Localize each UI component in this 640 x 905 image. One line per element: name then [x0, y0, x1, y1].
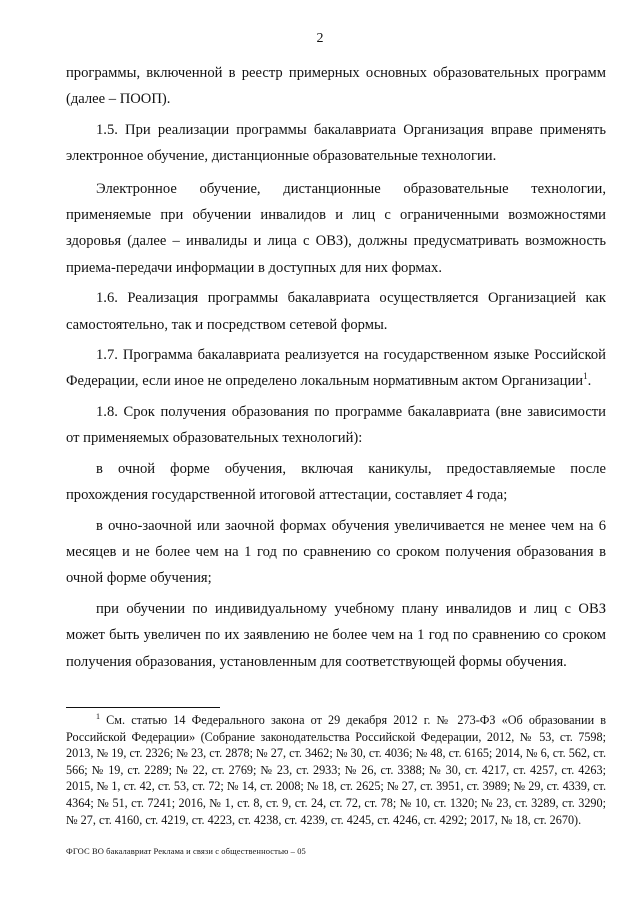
footnote-marker: 1 [96, 711, 100, 721]
paragraph-full-time: в очной форме обучения, включая каникулы, предоставляемые после прохождения государственной итоговой аттестации, составляет 4 года; [66, 460, 606, 504]
paragraph-poop-continuation: программы, включенной в реестр примерных основных образовательных программ (далее – ПООП). [66, 65, 606, 108]
paragraph-part-time: в очно-заочной или заочной формах обучения увеличивается не менее чем на 6 месяцев и не более чем на 1 год по сравнению со сроком получения образования в очной форме обучения; [66, 517, 606, 587]
paragraph-1-6: 1.6. Реализация программы бакалавриата осуществляется Организацией как самостоятельно, так и посредством сетевой формы. [66, 290, 606, 333]
paragraph-elearning-ovz: Электронное обучение, дистанционные образовательные технологии, применяемые при обучении инвалидов и лиц с ограниченными возможностями здоровья (далее – инвалиды и лица с ОВЗ), должны предусматривать возможность приема-передачи информации в доступных для них формах. [66, 180, 606, 276]
page-footer: ФГОС ВО бакалавриат Реклама и связи с общественностью – 05 [66, 846, 306, 856]
footnote [66, 712, 606, 828]
footnote-reference: 1 [583, 371, 588, 382]
paragraph-1-8: 1.8. Срок получения образования по программе бакалавриата (вне зависимости от применяемых образовательных технологий): [66, 403, 606, 447]
footnote-separator [66, 707, 220, 708]
document-body [66, 60, 606, 675]
paragraph-1-7-text: 1.7. Программа бакалавриата реализуется на государственном языке Российской Федерации, если иное не определено локальным нормативным актом Организации [66, 347, 606, 390]
paragraph-individual-plan: при обучении по индивидуальному учебному плану инвалидов и лиц с ОВЗ может быть увеличен по их заявлению не более чем на 1 год по сравнению со сроком получения образования, установленным для соответствующей формы обучения. [66, 600, 606, 670]
paragraph-1-5: 1.5. При реализации программы бакалавриата Организация вправе применять электронное обучение, дистанционные образовательные технологии. [66, 121, 606, 165]
paragraph-1-7 [66, 342, 606, 395]
footnote-text: См. статью 14 Федерального закона от 29 декабря 2012 г. № 273-ФЗ «Об образовании в Российской Федерации» (Собрание законодательства Российской Федерации, 2012, № 53, ст. 7598; 2013, № 19, ст. 2326; № 23, ст. 2878; № 27, ст. 3462; № 30, ст. 4036; № 48, ст. 6165; 2014, № 6, ст. 562, ст. 566; № 19, ст. 2289; № 22, ст. 2769; № 23, ст. 2933; № 26, ст. 3388; № 30, ст. 4217, ст. 4257, ст. 4263; 2015, № 1, ст. 42, ст. 53, ст. 72; № 14, ст. 2008; № 18, ст. 2625; № 27, ст. 3951, ст. 3989; № 29, ст. 4339, ст. 4364; № 51, ст. 7241; 2016, № 1, ст. 8, ст. 9, ст. 24, ст. 72, ст. 78; № 10, ст. 1320; № 23, ст. 3289, ст. 3290; № 27, ст. 4160, ст. 4219, ст. 4223, ст. 4238, ст. 4239, ст. 4245, ст. 4246, ст. 4292; 2017, № 18, ст. 2670). [66, 713, 607, 827]
page-number: 2 [316, 31, 324, 46]
paragraph-1-7-period: . [587, 373, 592, 390]
